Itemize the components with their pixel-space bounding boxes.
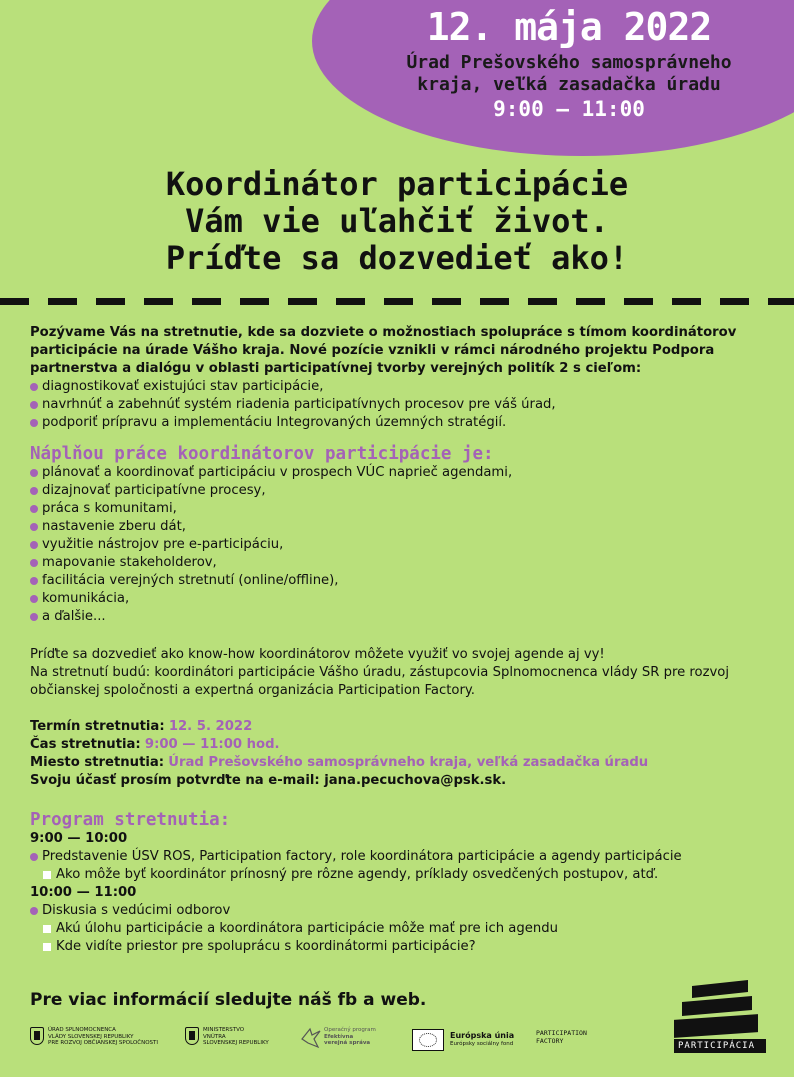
program-block (30, 830, 770, 956)
list-item: komunikácia, (30, 590, 770, 608)
info-paragraph (30, 646, 770, 700)
event-time: 9:00 — 11:00 (493, 97, 645, 121)
time-value: 9:00 — 11:00 hod. (144, 737, 280, 752)
place-value: Úrad Prešovského samosprávneho kraja, veľká zasadačka úradu (168, 755, 649, 770)
meeting-details (30, 718, 770, 790)
list-item: Predstavenie ÚSV ROS, Participation factory, role koordinátora participácie a agendy participácie (30, 848, 770, 866)
logo-text: Európska únia (450, 1031, 515, 1040)
place-row (30, 754, 770, 772)
program-subitems (30, 920, 770, 956)
event-info (392, 4, 746, 121)
place-label: Miesto stretnutia: (30, 755, 165, 770)
list-item: mapovanie stakeholderov, (30, 554, 770, 572)
list-item: a ďalšie... (30, 608, 770, 626)
list-item: Akú úlohu participácie a koordinátora participácie môže mať pre ich agendu (30, 920, 770, 938)
coat-of-arms-icon (30, 1027, 44, 1045)
time-row (30, 736, 770, 754)
program-items (30, 902, 770, 920)
time-label: Čas stretnutia: (30, 737, 141, 752)
participation-factory-logo (536, 1029, 587, 1045)
partner-logos (30, 1025, 590, 1059)
goals-list (30, 378, 770, 432)
main-content (30, 324, 770, 956)
headline-line: Koordinátor participácie (165, 165, 629, 203)
event-date: 12. mája 2022 (426, 5, 712, 49)
list-item: plánovať a koordinovať participáciu v prospech VÚC naprieč agendami, (30, 464, 770, 482)
list-item: podporiť prípravu a implementáciu Integrovaných územných stratégií. (30, 414, 770, 432)
logo-text: MINISTERSTVO (203, 1027, 245, 1033)
list-item: nastavenie zberu dát, (30, 518, 770, 536)
eu-flag-icon (412, 1029, 444, 1051)
program-time: 9:00 — 10:00 (30, 831, 128, 846)
term-row (30, 718, 770, 736)
logo-text: VNÚTRA (203, 1033, 226, 1040)
intro-paragraph: Pozývame Vás na stretnutie, kde sa dozviete o možnostiach spolupráce s tímom koordinátorov participácie na úrade Vášho kraja. Nové pozície vznikli v rámci národného projektu Podpora partnerstva a dialógu v oblasti participatívnej tvorby verejných politík 2 s cieľom: (30, 325, 737, 376)
logo-text: Efektívna (324, 1033, 354, 1040)
program-subitems (30, 866, 770, 884)
term-label: Termín stretnutia: (30, 719, 165, 734)
confirm-email-text: Svoju účasť prosím potvrďte na e-mail: jana.pecuchova@psk.sk. (30, 773, 507, 788)
headline (0, 166, 794, 277)
event-place: Úrad Prešovského samosprávneho kraja, veľká zasadačka úradu (406, 52, 732, 95)
logo-text: ÚRAD SPLNOMOCNENCA (48, 1027, 116, 1033)
program-time: 10:00 — 11:00 (30, 885, 137, 900)
dashed-divider (0, 298, 794, 305)
list-item: navrhnúť a zabehnúť systém riadenia participatívnych procesov pre váš úrad, (30, 396, 770, 414)
know-how-text: Príďte sa dozvedieť ako know-how koordinátorov môžete využiť vo svojej agende aj vy! (30, 647, 605, 662)
program-title: Program stretnutia: (30, 810, 231, 830)
coat-of-arms-icon (185, 1027, 199, 1045)
headline-line: Príďte sa dozvedieť ako! (165, 239, 629, 277)
logo-text: PRE ROZVOJ OBČIANSKEJ SPOLOČNOSTI (48, 1040, 159, 1046)
list-item: Ako môže byť koordinátor prínosný pre rôzne agendy, príklady osvedčených postupov, atď. (30, 866, 770, 884)
program-items (30, 848, 770, 866)
logo-text: Operačný program (324, 1027, 376, 1033)
list-item: Diskusia s vedúcimi odborov (30, 902, 770, 920)
headline-line: Vám vie uľahčiť život. (185, 202, 609, 240)
duties-title: Náplňou práce koordinátorov participácie je: (30, 444, 494, 464)
term-value: 12. 5. 2022 (168, 719, 253, 734)
logo-text: VLÁDY SLOVENSKEJ REPUBLIKY (48, 1033, 134, 1040)
footer-note: Pre viac informácií sledujte náš fb a web. (30, 990, 427, 1010)
brand-label: PARTICIPÁCIA (674, 1039, 766, 1053)
list-item: diagnostikovať existujúci stav participácie, (30, 378, 770, 396)
logo-text: SLOVENSKEJ REPUBLIKY (203, 1040, 269, 1046)
op-icon (300, 1025, 322, 1051)
duties-list (30, 464, 770, 626)
list-item: dizajnovať participatívne procesy, (30, 482, 770, 500)
list-item: facilitácia verejných stretnutí (online/offline), (30, 572, 770, 590)
logo-text: Európsky sociálny fond (450, 1041, 514, 1047)
attendees-text: Na stretnutí budú: koordinátori participácie Vášho úradu, zástupcovia Splnomocnenca vlády SR pre rozvoj občianskej spoločnosti a expertná organizácia Participation Factory. (30, 665, 730, 698)
participacia-logo (670, 983, 766, 1057)
logo-text: PARTICIPATION (536, 1029, 587, 1037)
logo-text: verejná správa (324, 1040, 371, 1046)
list-item: Kde vidíte priestor pre spoluprácu s koordinátormi participácie? (30, 938, 770, 956)
list-item: využitie nástrojov pre e-participáciu, (30, 536, 770, 554)
logo-text: FACTORY (536, 1037, 564, 1045)
list-item: práca s komunitami, (30, 500, 770, 518)
